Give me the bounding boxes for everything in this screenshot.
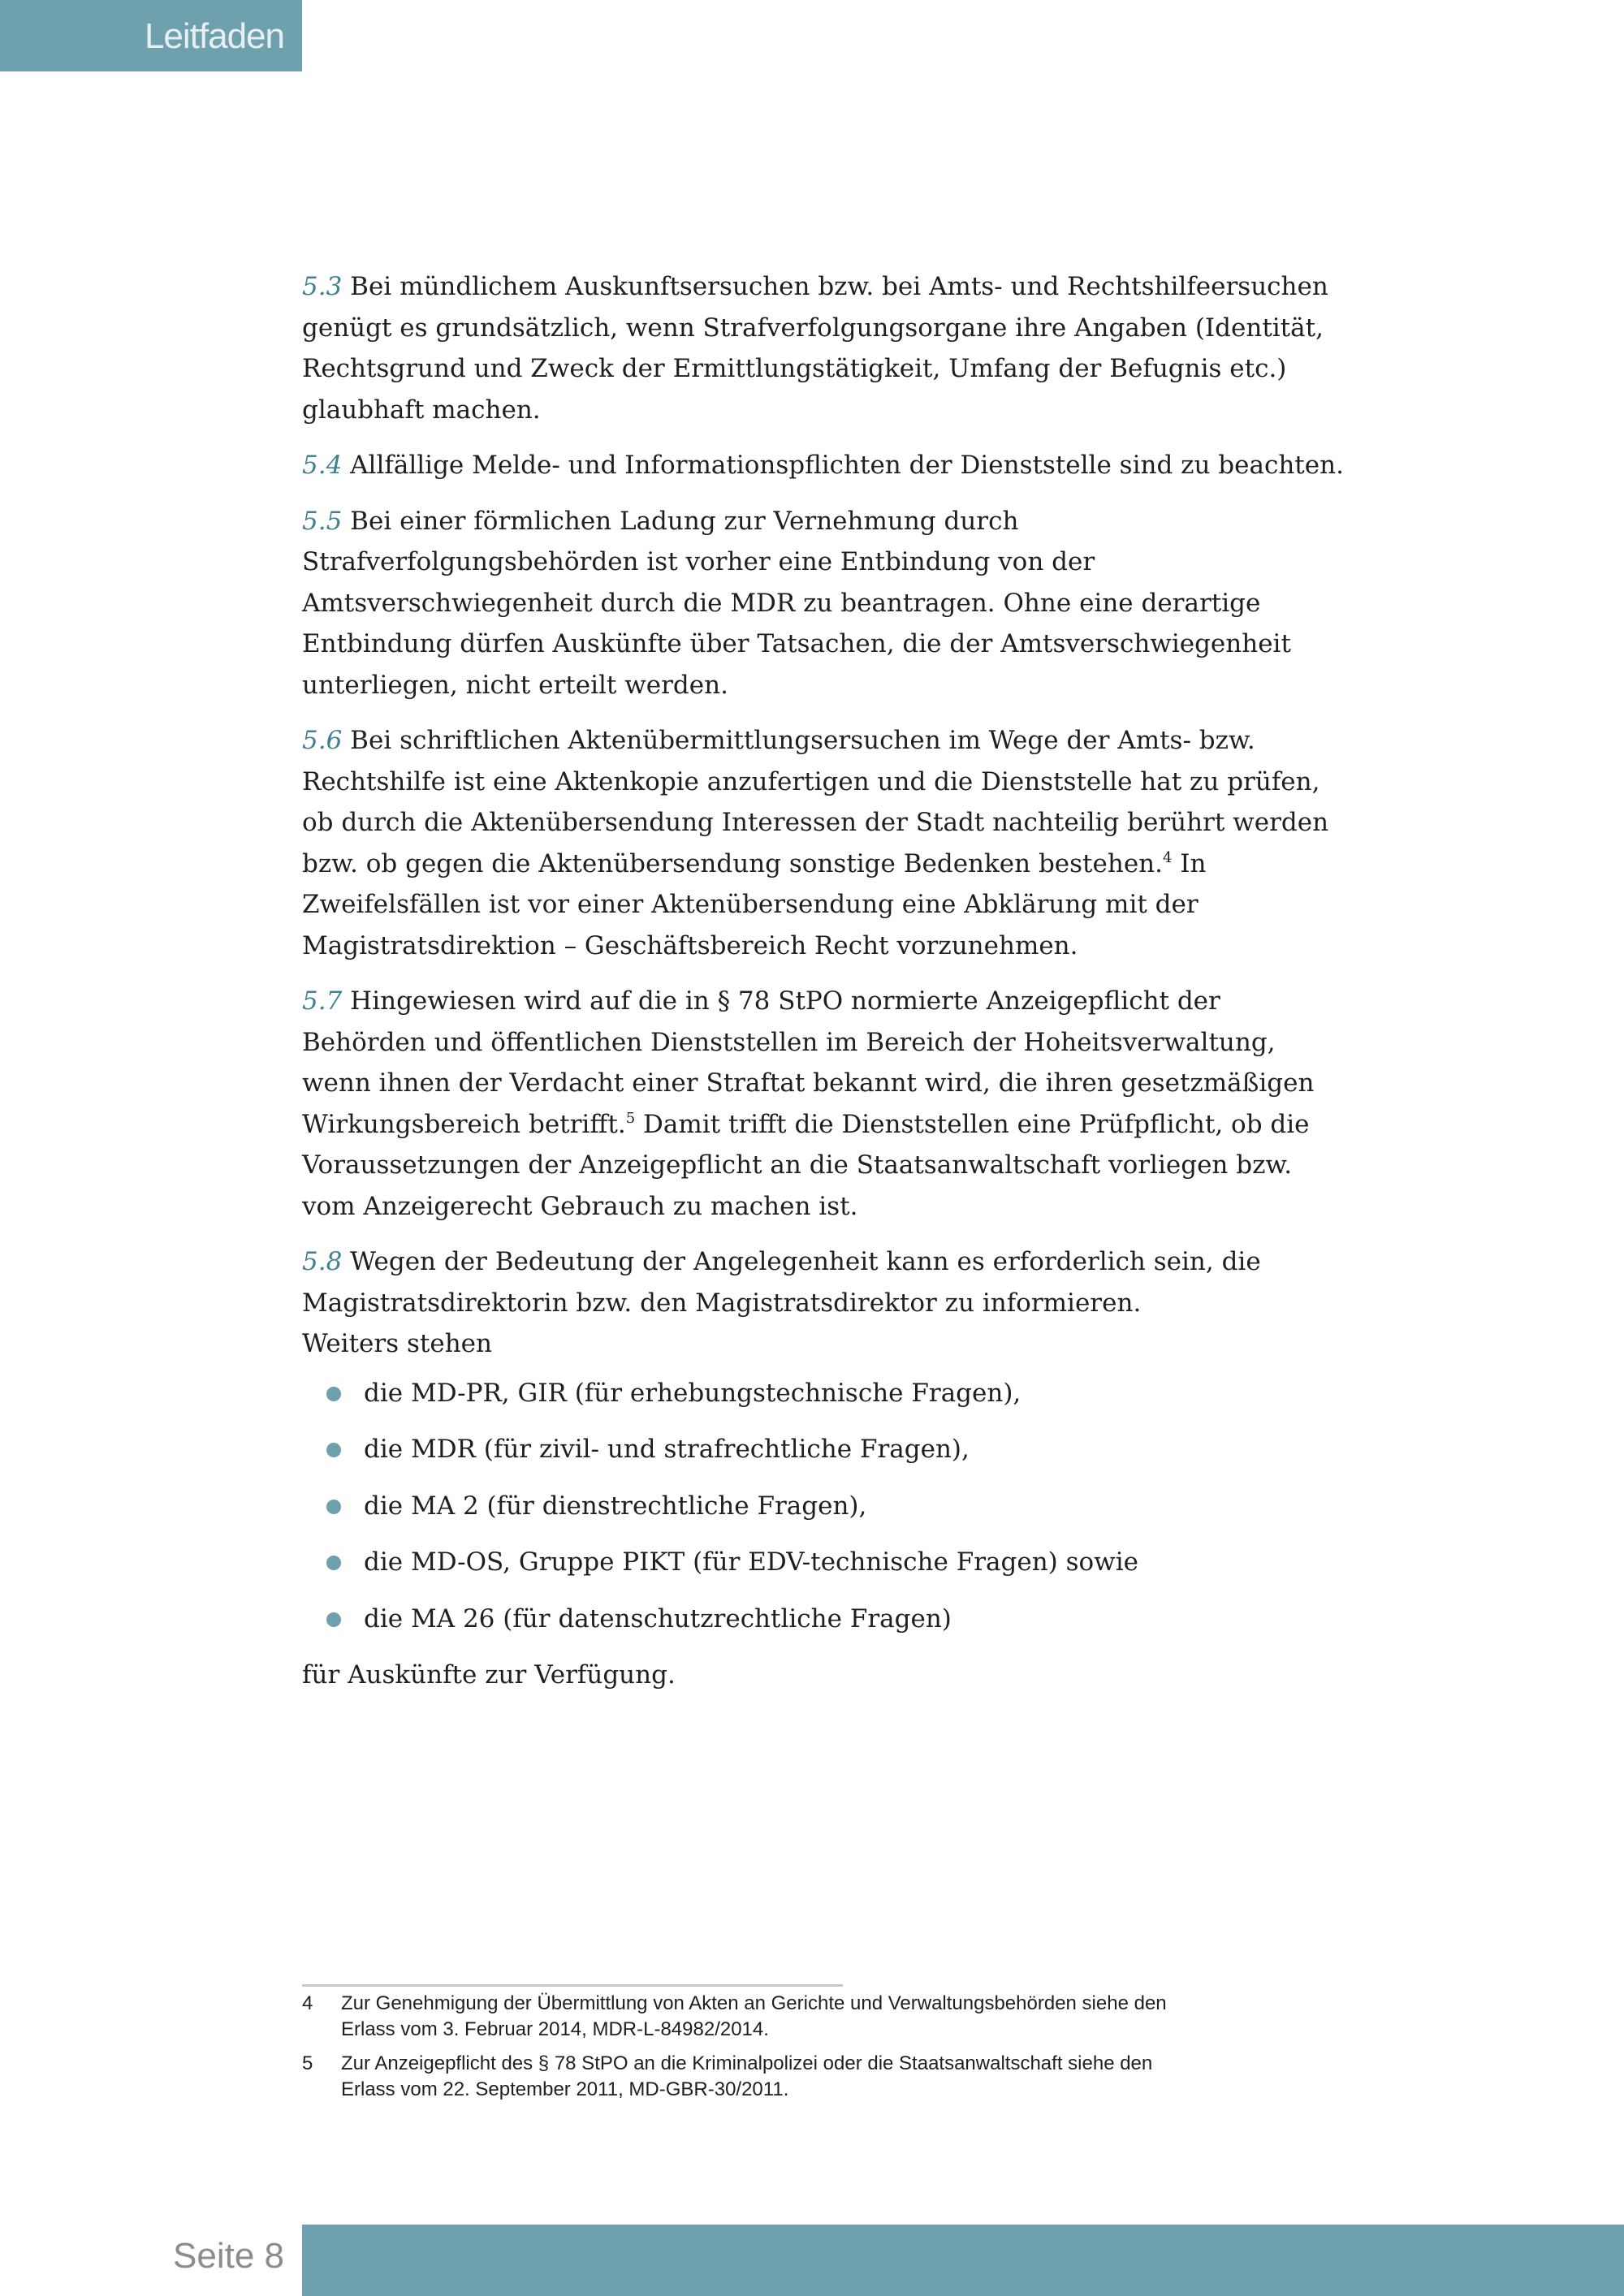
list-item: die MDR (für zivil- und strafrechtliche Fragen), — [302, 1429, 1350, 1470]
section-number: 5.7 — [302, 986, 343, 1016]
closing-text: für Auskünfte zur Verfügung. — [302, 1660, 676, 1690]
bullet-dot-icon — [326, 1443, 341, 1457]
section-number: 5.3 — [302, 272, 343, 301]
bullet-dot-icon — [326, 1500, 341, 1514]
list-item: die MD-OS, Gruppe PIKT (für EDV-technische Fragen) sowie — [302, 1542, 1350, 1583]
section-number: 5.8 — [302, 1247, 343, 1276]
footnote-ref-5[interactable]: 5 — [625, 1109, 636, 1127]
list-item: die MA 26 (für datenschutzrechtliche Fragen) — [302, 1599, 1350, 1640]
section-text-cont: In Zweifelsfällen ist vor einer Aktenübersendung eine Abklärung mit der Magistratsdirektion – Geschäftsbereich Recht vorzunehmen. — [302, 848, 1207, 960]
footnote-text: Zur Anzeigepflicht des § 78 StPO an die Kriminalpolizei oder die Staatsanwaltschaft siehe den Erlass vom 22. September 2011, MD-GBR-30/2011. — [341, 2052, 1153, 2100]
section-text: Bei mündlichem Auskunftsersuchen bzw. bei Amts- und Rechtshilfeersuchen genügt es grundsätzlich, wenn Strafverfolgungsorgane ihre Angaben (Identität, Rechtsgrund und Zweck der Ermittlungstätigkeit, Umfang der Befugnis etc.) glaubhaft machen. — [302, 272, 1328, 425]
footnotes — [302, 1991, 1195, 2111]
section-5-8 — [302, 1241, 1350, 1365]
header-tab — [0, 0, 302, 71]
section-5-5 — [302, 501, 1350, 706]
footnote-number: 5 — [302, 2052, 313, 2074]
footnote-5 — [302, 2051, 1195, 2103]
footnote-number: 4 — [302, 1992, 313, 2014]
footnote-4 — [302, 1991, 1195, 2043]
list-item: die MD-PR, GIR (für erhebungstechnische Fragen), — [302, 1373, 1350, 1414]
section-text: Hingewiesen wird auf die in § 78 StPO normierte Anzeigepflicht der Behörden und öffentlichen Dienststellen im Bereich der Hoheitsverwaltung, wenn ihnen der Verdacht einer Straftat bekannt wird, die ihren gesetzmäßigen Wirkungsbereich betrifft. — [302, 986, 1315, 1139]
bullet-dot-icon — [326, 1556, 341, 1570]
section-text: Wegen der Bedeutung der Angelegenheit kann es erforderlich sein, die Magistratsdirektorin bzw. den Magistratsdirektor zu informieren. — [302, 1247, 1261, 1318]
section-text: Allfällige Melde- und Informationspflichten der Dienststelle sind zu beachten. — [350, 451, 1344, 480]
page-number: Seite 8 — [173, 2236, 284, 2276]
footnote-text: Zur Genehmigung der Übermittlung von Akten an Gerichte und Verwaltungsbehörden siehe den Erlass vom 3. Februar 2014, MDR-L-84982/2014. — [341, 1992, 1167, 2040]
footer-band — [302, 2225, 1624, 2296]
section-text: Bei schriftlichen Aktenübermittlungsersuchen im Wege der Amts- bzw. Rechtshilfe ist eine Aktenkopie anzufertigen und die Dienststelle hat zu prüfen, ob durch die Aktenübersendung Interessen der Stadt nachteilig berührt werden bzw. ob gegen die Aktenübersendung sonstige Bedenken bestehen. — [302, 726, 1329, 878]
section-text: Bei einer förmlichen Ladung zur Vernehmung durch Strafverfolgungsbehörden ist vorher eine Entbindung von der Amtsverschwiegenheit durch die MDR zu beantragen. Ohne eine derartige Entbindung dürfen Auskünfte über Tatsachen, die der Amtsverschwiegenheit unterliegen, nicht erteilt werden. — [302, 506, 1291, 700]
section-5-3 — [302, 266, 1350, 430]
section-5-6 — [302, 720, 1350, 966]
section-number: 5.5 — [302, 506, 343, 536]
section-5-7 — [302, 981, 1350, 1227]
list-item: die MA 2 (für dienstrechtliche Fragen), — [302, 1486, 1350, 1527]
bullet-dot-icon — [326, 1612, 341, 1627]
section-number: 5.4 — [302, 451, 343, 480]
header-title: Leitfaden — [144, 16, 284, 56]
footnote-ref-4[interactable]: 4 — [1163, 848, 1173, 866]
section-text-cont: Damit trifft die Dienststellen eine Prüfpflicht, ob die Voraussetzungen der Anzeigepflicht an die Staatsanwaltschaft vorliegen bzw. vom Anzeigerecht Gebrauch zu machen ist. — [302, 1109, 1310, 1221]
section-5-4 — [302, 445, 1350, 486]
contact-list — [302, 1373, 1350, 1640]
section-text-cont: Weiters stehen — [302, 1329, 492, 1358]
footnote-divider — [302, 1984, 843, 1987]
section-number: 5.6 — [302, 726, 343, 755]
main-content — [302, 266, 1350, 1711]
bullet-dot-icon — [326, 1387, 341, 1401]
